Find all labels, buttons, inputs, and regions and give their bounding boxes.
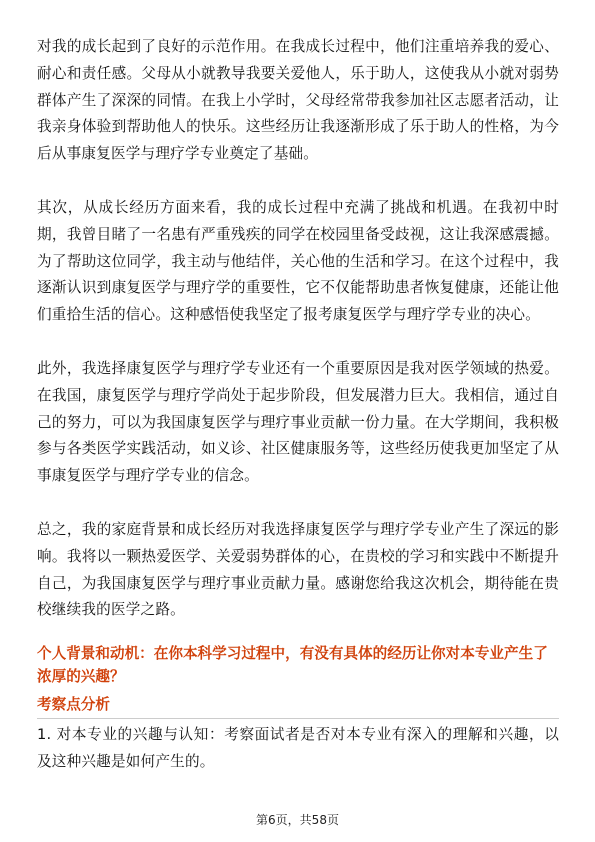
body-paragraph-2: 其次，从成长经历方面来看，我的成长过程中充满了挑战和机遇。在我初中时期，我曾目睹了一名患有严重残疾的同学在校园里备受歧视，这让我深感震撼。为了帮助这位同学，我主动与他结伴，关心他的生活和学习。在这个过程中，我逐渐认识到康复医学与理疗学的重要性，它不仅能帮助患者恢复健康，还能让他们重拾生活的信心。这种感悟使我坚定了报考康复医学与理疗学专业的决心。: [37, 198, 559, 324]
body-paragraph-3: 此外，我选择康复医学与理疗学专业还有一个重要原因是我对医学领域的热爱。在我国，康复医学与理疗学尚处于起步阶段，但发展潜力巨大。我相信，通过自己的努力，可以为我国康复医学与理疗事业贡献一份力量。在大学期间，我积极参与各类医学实践活动，如义诊、社区健康服务等，这些经历使我更加坚定了从事康复医学与理疗学专业的信念。: [37, 359, 559, 485]
interview-question: 个人背景和动机：在你本科学习过程中，有没有具体的经历让你对本专业产生了浓厚的兴趣？: [37, 645, 548, 686]
page-footer: 第6页，共58页: [256, 813, 339, 827]
page-content: [37, 34, 559, 776]
body-paragraph-1: 对我的成长起到了良好的示范作用。在我成长过程中，他们注重培养我的爱心、耐心和责任感。父母从小就教导我要关爱他人，乐于助人，这使我从小就对弱势群体产生了深深的同情。在我上小学时，父母经常带我参加社区志愿者活动，让我亲身体验到帮助他人的快乐。这些经历让我逐渐形成了乐于助人的性格，为今后从事康复医学与理疗学专业奠定了基础。: [37, 38, 559, 163]
paragraph-gap: [37, 329, 559, 356]
analysis-item-1: 1. 对本专业的兴趣与认知：考察面试者是否对本专业有深入的理解和兴趣，以及这种兴趣是如何产生的。: [37, 726, 559, 770]
section-divider: [37, 718, 559, 719]
section-title: 考察点分析: [37, 696, 110, 714]
paragraph-gap: [37, 168, 559, 195]
paragraph-gap: [37, 490, 559, 517]
body-paragraph-4: 总之，我的家庭背景和成长经历对我选择康复医学与理疗学专业产生了深远的影响。我将以一颗热爱医学、关爱弱势群体的心，在贵校的学习和实践中不断提升自己，为我国康复医学与理疗事业贡献力量。感谢您给我这次机会，期待能在贵校继续我的医学之路。: [37, 520, 559, 619]
paragraph-gap: [37, 624, 559, 642]
